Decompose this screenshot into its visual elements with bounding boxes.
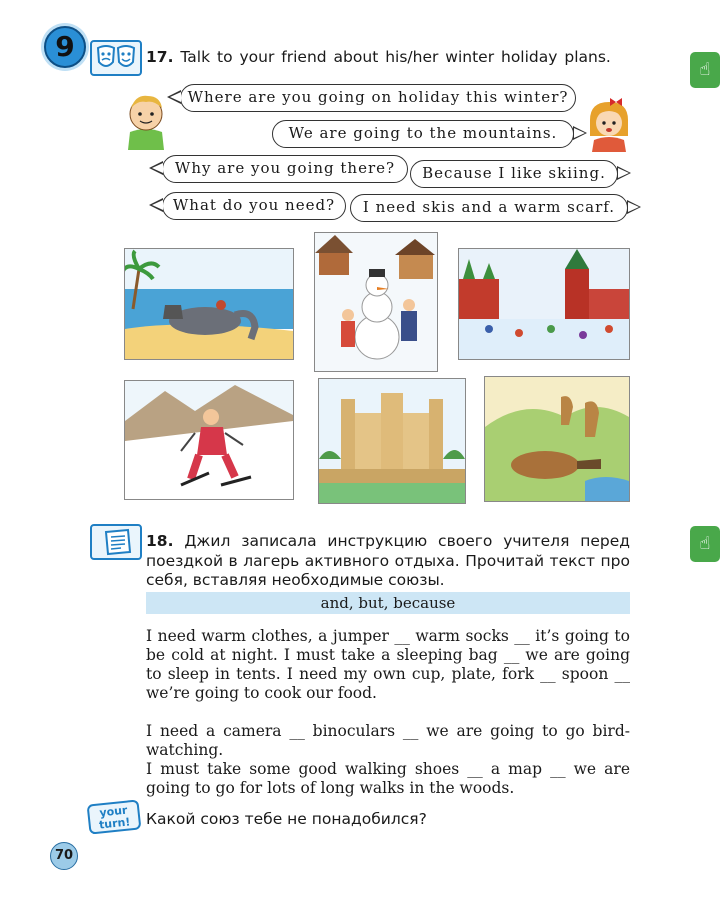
exercise-18-instruction: Джил записала инструкцию своего учителя перед поездкой в лагерь активного отдыха. Прочитай текст про себя, вставляя необходимые союзы. <box>146 532 630 589</box>
picture-snowman <box>314 232 438 372</box>
dialogue-line-6: I need skis and a warm scarf. <box>350 194 628 222</box>
your-turn-question: Какой союз тебе не понадобился? <box>146 810 427 828</box>
paragraph-2: I need a camera __ binoculars __ we are going to go bird-watching. <box>146 722 630 759</box>
boy-illustration <box>122 88 170 150</box>
notebook-icon <box>90 524 142 560</box>
picture-kangaroos-platypus <box>484 376 630 502</box>
exercise-18-instruction-block <box>146 532 630 591</box>
dialogue-line-4: Because I like skiing. <box>410 160 618 188</box>
dialogue-line-2: We are going to the mountains. <box>272 120 574 148</box>
hand-icon-2[interactable]: ☝ <box>690 526 720 562</box>
exercise-17-number: 17. <box>146 48 174 66</box>
picture-red-square-skating <box>458 248 630 360</box>
unit-number-badge: 9 <box>44 26 86 68</box>
picture-beach-elephant <box>124 248 294 360</box>
dialogue-line-5: What do you need? <box>162 192 346 220</box>
exercise-17-instruction: Talk to your friend about his/her winter holiday plans. <box>180 48 611 66</box>
masks-icon <box>90 40 142 76</box>
your-turn-badge: your turn! <box>87 799 142 834</box>
dialogue-line-1: Where are you going on holiday this winter? <box>180 84 576 112</box>
hand-icon[interactable]: ☝ <box>690 52 720 88</box>
paragraph-1: I need warm clothes, a jumper __ warm socks __ it’s going to be cold at night. I must take a sleeping bag __ we are going to sleep in tents. I need my own cup, plate, fork __ spoon __ we’re going to cook our food. <box>146 627 630 702</box>
girl-illustration <box>584 96 634 152</box>
conjunctions-band: and, but, because <box>146 592 630 614</box>
exercise-17-heading <box>146 48 636 66</box>
picture-tower-of-london <box>318 378 466 504</box>
paragraph-3: I must take some good walking shoes __ a map __ we are going to go for lots of long walks in the woods. <box>146 760 630 797</box>
picture-skier <box>124 380 294 500</box>
dialogue-line-3: Why are you going there? <box>162 155 408 183</box>
page-number: 70 <box>50 842 78 870</box>
exercise-18-number: 18. <box>146 532 174 550</box>
